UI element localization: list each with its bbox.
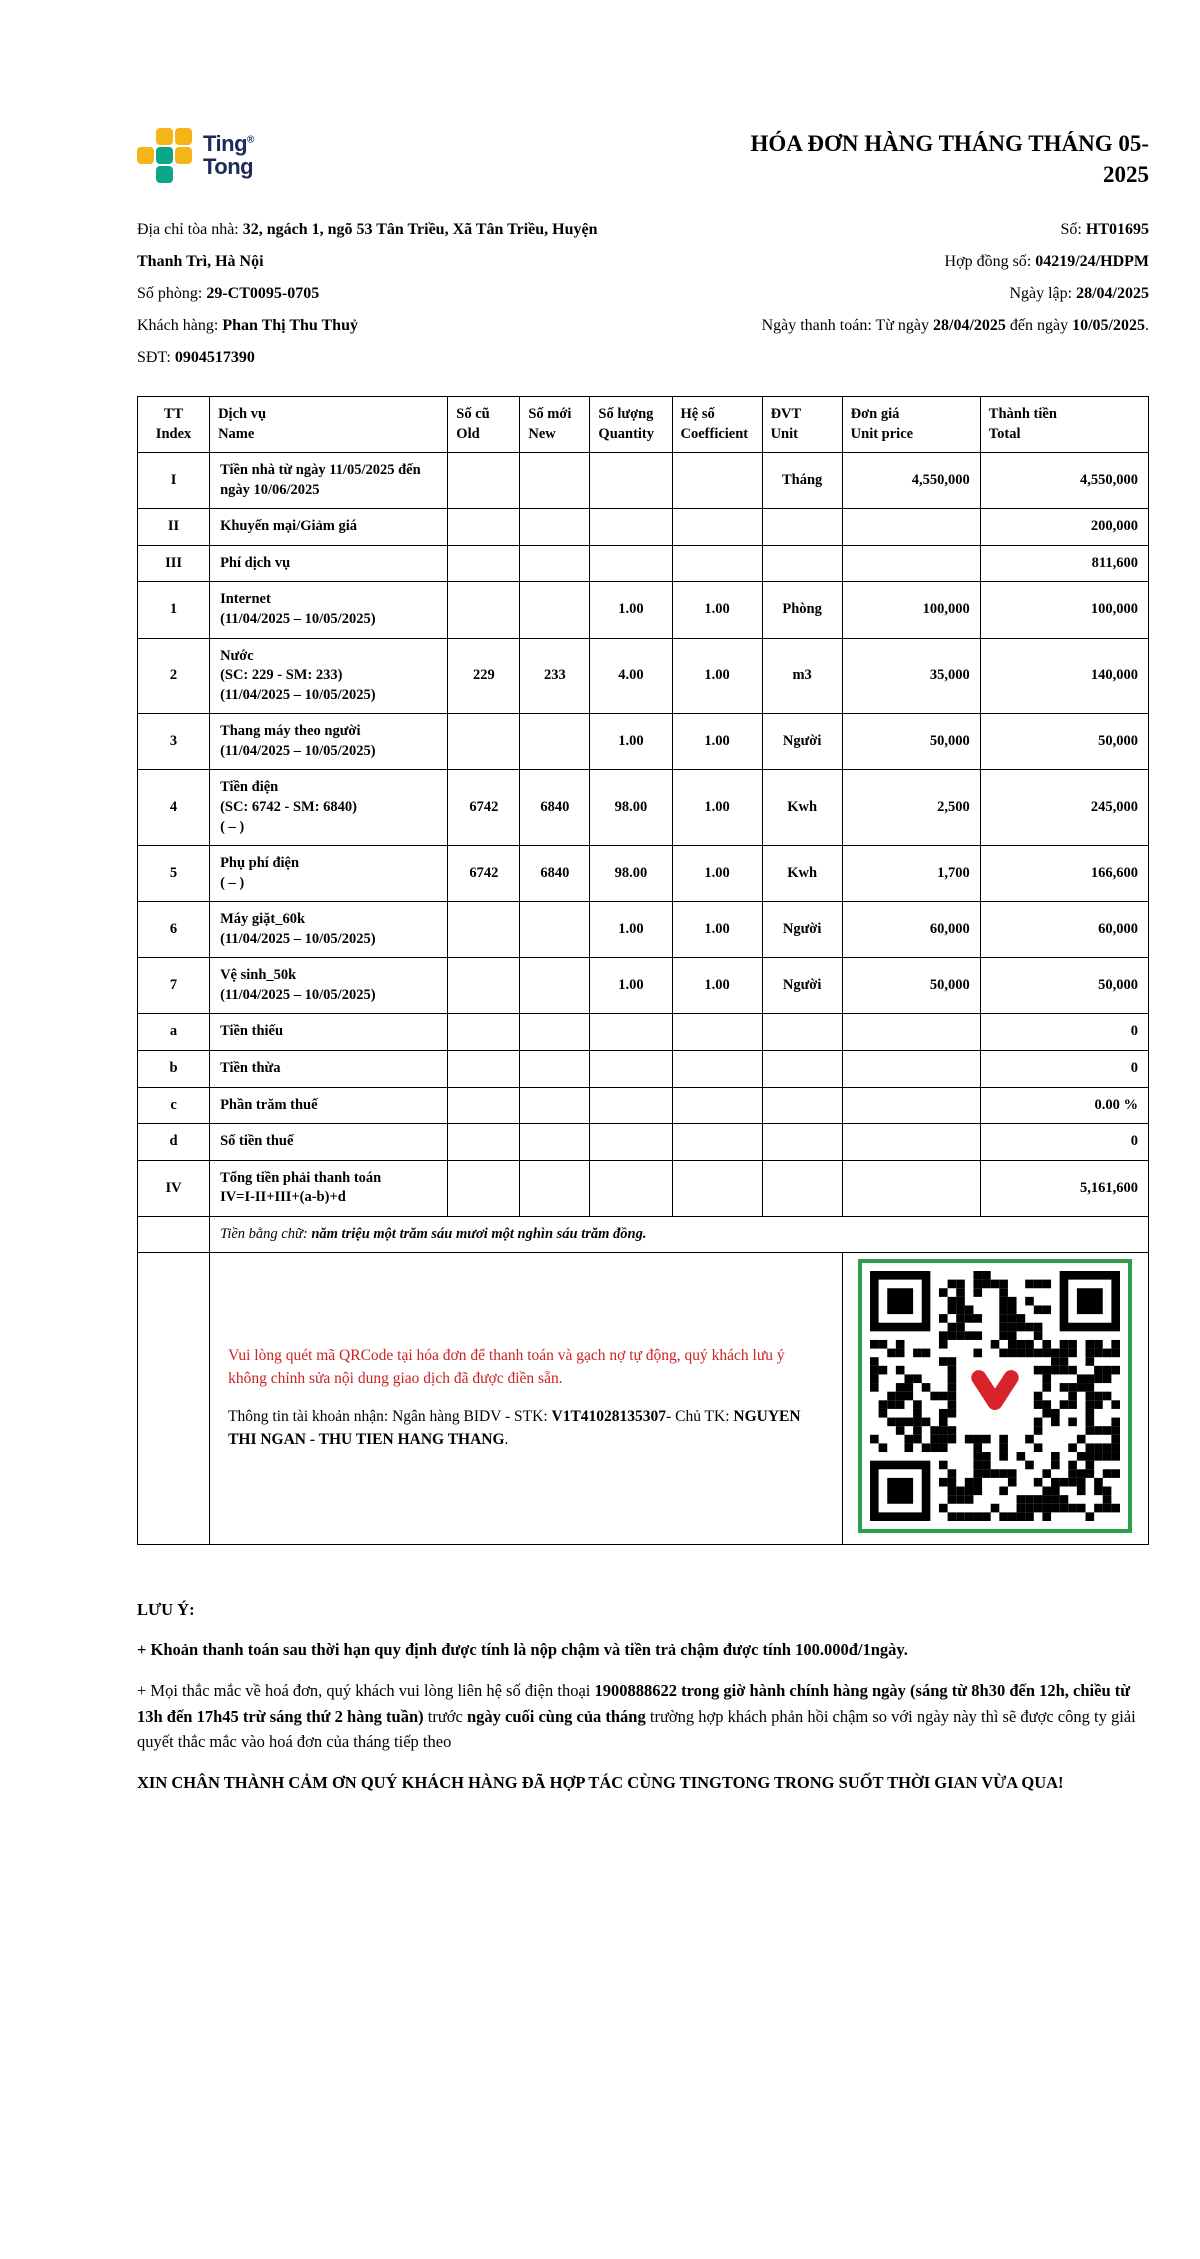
cell-new: [520, 509, 590, 546]
cell-old: [448, 1051, 520, 1088]
column-header-coefficient: Hệ số Coefficient: [672, 397, 762, 453]
cell-old: [448, 1160, 520, 1216]
cell-total: 5,161,600: [980, 1160, 1148, 1216]
amount-words-value: năm triệu một trăm sáu mươi một nghìn sáu trăm đồng.: [311, 1225, 647, 1242]
cell-coeff: 1.00: [672, 958, 762, 1014]
cell-index: III: [138, 545, 210, 582]
cell-index: I: [138, 453, 210, 509]
cell-coeff: [672, 545, 762, 582]
cell-unit: Kwh: [762, 846, 842, 902]
cell-price: [842, 1124, 980, 1161]
cell-coeff: 1.00: [672, 638, 762, 714]
cell-qty: [590, 1087, 672, 1124]
cell-index: 4: [138, 770, 210, 846]
cell-total: 60,000: [980, 902, 1148, 958]
cell-index: 6: [138, 902, 210, 958]
column-header-index: TT Index: [138, 397, 210, 453]
tingtong-logo: [137, 128, 254, 183]
qr-code-svg: [870, 1271, 1120, 1521]
payment-qr-row: [138, 1252, 1149, 1544]
cell-name: Tiền điện (SC: 6742 - SM: 6840) ( – ): [210, 770, 448, 846]
cell-qty: 4.00: [590, 638, 672, 714]
cell-new: 6840: [520, 846, 590, 902]
cell-new: [520, 714, 590, 770]
logo-pixel: [175, 147, 192, 164]
service-row: [138, 958, 1149, 1014]
cell-total: 100,000: [980, 582, 1148, 638]
amount-words-label: Tiền bằng chữ:: [220, 1225, 312, 1242]
cell-unit: m3: [762, 638, 842, 714]
cell-total: 50,000: [980, 714, 1148, 770]
cell-coeff: [672, 1051, 762, 1088]
cell-index: IV: [138, 1160, 210, 1216]
logo-pixel: [156, 166, 173, 183]
phone-line: SĐT: 0904517390: [137, 349, 255, 367]
cell-new: [520, 1087, 590, 1124]
cell-old: 229: [448, 638, 520, 714]
bank-account-info: Thông tin tài khoản nhận: Ngân hàng BIDV - STK: V1T41028135307- Chủ TK: NGUYEN THI NGAN - THU TIEN HANG THANG.: [228, 1408, 801, 1448]
cell-name: Thang máy theo người (11/04/2025 – 10/05/2025): [210, 714, 448, 770]
cell-price: 4,550,000: [842, 453, 980, 509]
cell-price: 35,000: [842, 638, 980, 714]
invoice-meta: [137, 214, 1149, 374]
cell-index: d: [138, 1124, 210, 1161]
cell-unit: [762, 509, 842, 546]
cell-qty: 98.00: [590, 770, 672, 846]
cell-total: 4,550,000: [980, 453, 1148, 509]
cell-price: 50,000: [842, 714, 980, 770]
service-row: [138, 509, 1149, 546]
cell-name: Nước (SC: 229 - SM: 233) (11/04/2025 – 10/05/2025): [210, 638, 448, 714]
cell-old: [448, 582, 520, 638]
cell-name: Internet (11/04/2025 – 10/05/2025): [210, 582, 448, 638]
cell-index: 1: [138, 582, 210, 638]
invoice-reference-info: [649, 214, 1149, 374]
cell-unit: Kwh: [762, 770, 842, 846]
cell-total: 140,000: [980, 638, 1148, 714]
tingtong-logo-icon: [137, 128, 192, 183]
cell-coeff: [672, 509, 762, 546]
service-row: [138, 638, 1149, 714]
column-header-total: Thành tiền Total: [980, 397, 1148, 453]
invoice-table: [137, 396, 1149, 1545]
invoice-table-header-row: [138, 397, 1149, 453]
notes-heading: LƯU Ý:: [137, 1599, 195, 1619]
cell-new: [520, 902, 590, 958]
cell-price: [842, 1087, 980, 1124]
contract-number-line: Hợp đồng số: 04219/24/HDPM: [944, 253, 1149, 271]
cell-name: Tổng tiền phải thanh toán IV=I-II+III+(a-b)+d: [210, 1160, 448, 1216]
cell-qty: 98.00: [590, 846, 672, 902]
cell-old: [448, 1124, 520, 1161]
cell-new: 233: [520, 638, 590, 714]
cell-index: 7: [138, 958, 210, 1014]
cell-coeff: 1.00: [672, 714, 762, 770]
logo-pixel: [175, 128, 192, 145]
service-row: [138, 1051, 1149, 1088]
cell-total: 0: [980, 1014, 1148, 1051]
service-row: [138, 714, 1149, 770]
service-row: [138, 582, 1149, 638]
cell-coeff: [672, 1014, 762, 1051]
cell-total: 0.00 %: [980, 1087, 1148, 1124]
cell-unit: [762, 1014, 842, 1051]
cell-name: Số tiền thuế: [210, 1124, 448, 1161]
empty-cell: [138, 1216, 210, 1252]
cell-index: II: [138, 509, 210, 546]
cell-price: 100,000: [842, 582, 980, 638]
column-header-unit: ĐVT Unit: [762, 397, 842, 453]
column-header-old: Số cũ Old: [448, 397, 520, 453]
cell-qty: [590, 1014, 672, 1051]
cell-coeff: [672, 453, 762, 509]
cell-price: [842, 1051, 980, 1088]
cell-index: a: [138, 1014, 210, 1051]
cell-price: 1,700: [842, 846, 980, 902]
cell-qty: [590, 1124, 672, 1161]
invoice-table-body: [138, 453, 1149, 1217]
payment-period-line: Ngày thanh toán: Từ ngày 28/04/2025 đến ngày 10/05/2025.: [761, 317, 1149, 335]
cell-new: [520, 453, 590, 509]
cell-name: Tiền thiếu: [210, 1014, 448, 1051]
cell-name: Máy giặt_60k (11/04/2025 – 10/05/2025): [210, 902, 448, 958]
cell-index: b: [138, 1051, 210, 1088]
cell-total: 811,600: [980, 545, 1148, 582]
column-header-quantity: Số lượng Quantity: [590, 397, 672, 453]
cell-new: [520, 1014, 590, 1051]
cell-unit: Người: [762, 958, 842, 1014]
cell-old: [448, 545, 520, 582]
service-row: [138, 770, 1149, 846]
invoice-header: [137, 128, 1149, 190]
cell-coeff: 1.00: [672, 582, 762, 638]
service-row: [138, 453, 1149, 509]
column-header-name: Dịch vụ Name: [210, 397, 448, 453]
cell-name: Khuyến mại/Giảm giá: [210, 509, 448, 546]
logo-pixel: [175, 166, 192, 183]
cell-unit: [762, 1051, 842, 1088]
cell-index: 5: [138, 846, 210, 902]
empty-cell: [138, 1252, 210, 1544]
cell-old: [448, 714, 520, 770]
column-header-unit-price: Đơn giá Unit price: [842, 397, 980, 453]
contact-note: + Mọi thắc mắc về hoá đơn, quý khách vui lòng liên hệ số điện thoại 1900888622 trong giờ hành chính hàng ngày (sáng từ 8h30 đến 12h, chiều từ 13h đến 17h45 trừ sáng thứ 2 hàng tuần) trước ngày cuối cùng của tháng trường hợp khách phản hồi chậm so với ngày này thì sẽ được công ty giải quyết thắc mắc vào hoá đơn của tháng tiếp theo: [137, 1680, 1136, 1752]
cell-price: 2,500: [842, 770, 980, 846]
cell-total: 166,600: [980, 846, 1148, 902]
logo-pixel: [137, 166, 154, 183]
registered-mark: ®: [247, 134, 254, 146]
cell-unit: Người: [762, 714, 842, 770]
cell-name: Phần trăm thuế: [210, 1087, 448, 1124]
cell-unit: Phòng: [762, 582, 842, 638]
cell-old: [448, 509, 520, 546]
invoice-footer-notes: [137, 1597, 1149, 1795]
cell-qty: [590, 545, 672, 582]
logo-word-tong: Tong: [203, 153, 254, 179]
service-row: [138, 902, 1149, 958]
cell-unit: Tháng: [762, 453, 842, 509]
cell-new: [520, 545, 590, 582]
service-row: [138, 1087, 1149, 1124]
column-header-new: Số mới New: [520, 397, 590, 453]
qr-instruction-text: Vui lòng quét mã QRCode tại hóa đơn để thanh toán và gạch nợ tự động, quý khách lưu ý không chỉnh sửa nội dung giao dịch đã được điền sẵn.: [228, 1347, 785, 1387]
cell-unit: [762, 1160, 842, 1216]
logo-pixel: [156, 147, 173, 164]
cell-coeff: [672, 1160, 762, 1216]
cell-name: Vệ sinh_50k (11/04/2025 – 10/05/2025): [210, 958, 448, 1014]
cell-new: 6840: [520, 770, 590, 846]
cell-old: [448, 902, 520, 958]
cell-old: [448, 1087, 520, 1124]
cell-qty: 1.00: [590, 958, 672, 1014]
logo-pixel: [137, 147, 154, 164]
qr-code: [858, 1259, 1132, 1533]
cell-new: [520, 1160, 590, 1216]
qr-code-cell: [842, 1252, 1148, 1544]
service-row: [138, 1014, 1149, 1051]
cell-new: [520, 1124, 590, 1161]
logo-word-ting: Ting: [203, 131, 248, 157]
building-address-line: Địa chỉ tòa nhà: 32, ngách 1, ngõ 53 Tân Triều, Xã Tân Triều, Huyện Thanh Trì, Hà Nội: [137, 221, 598, 271]
cell-total: 0: [980, 1051, 1148, 1088]
cell-coeff: 1.00: [672, 846, 762, 902]
cell-old: [448, 1014, 520, 1051]
customer-name-line: Khách hàng: Phan Thị Thu Thuỷ: [137, 317, 358, 335]
cell-qty: [590, 1160, 672, 1216]
payment-note-cell: [210, 1252, 843, 1544]
customer-info: [137, 214, 615, 374]
cell-unit: [762, 1087, 842, 1124]
amount-in-words-cell: [210, 1216, 1149, 1252]
cell-total: 50,000: [980, 958, 1148, 1014]
service-row: [138, 1160, 1149, 1216]
late-payment-note: + Khoản thanh toán sau thời hạn quy định được tính là nộp chậm và tiền trả chậm được tính 100.000đ/1ngày.: [137, 1640, 908, 1660]
cell-qty: 1.00: [590, 714, 672, 770]
logo-pixel: [137, 128, 154, 145]
cell-unit: [762, 545, 842, 582]
cell-qty: [590, 1051, 672, 1088]
service-row: [138, 846, 1149, 902]
cell-price: 60,000: [842, 902, 980, 958]
cell-total: 245,000: [980, 770, 1148, 846]
cell-price: [842, 1014, 980, 1051]
invoice-content: [137, 0, 1149, 1795]
cell-new: [520, 1051, 590, 1088]
cell-index: 3: [138, 714, 210, 770]
cell-old: [448, 453, 520, 509]
cell-coeff: [672, 1124, 762, 1161]
tingtong-logo-text: [203, 133, 254, 178]
logo-pixel: [156, 128, 173, 145]
service-row: [138, 1124, 1149, 1161]
cell-index: 2: [138, 638, 210, 714]
cell-unit: Người: [762, 902, 842, 958]
issue-date-line: Ngày lập: 28/04/2025: [1009, 285, 1149, 303]
cell-qty: 1.00: [590, 582, 672, 638]
cell-total: 0: [980, 1124, 1148, 1161]
thank-you-note: XIN CHÂN THÀNH CẢM ƠN QUÝ KHÁCH HÀNG ĐÃ HỢP TÁC CÙNG TINGTONG TRONG SUỐT THỜI GIAN VỪA QUA!: [137, 1772, 1064, 1792]
cell-old: 6742: [448, 770, 520, 846]
cell-name: Tiền thừa: [210, 1051, 448, 1088]
cell-qty: 1.00: [590, 902, 672, 958]
invoice-number-line: Số: HT01695: [1060, 221, 1149, 239]
cell-price: [842, 509, 980, 546]
cell-old: [448, 958, 520, 1014]
cell-total: 200,000: [980, 509, 1148, 546]
cell-coeff: 1.00: [672, 770, 762, 846]
cell-old: 6742: [448, 846, 520, 902]
cell-index: c: [138, 1087, 210, 1124]
room-number-line: Số phòng: 29-CT0095-0705: [137, 285, 320, 303]
cell-price: [842, 1160, 980, 1216]
cell-qty: [590, 453, 672, 509]
cell-coeff: [672, 1087, 762, 1124]
cell-new: [520, 582, 590, 638]
service-row: [138, 545, 1149, 582]
cell-coeff: 1.00: [672, 902, 762, 958]
cell-qty: [590, 509, 672, 546]
cell-unit: [762, 1124, 842, 1161]
document-title: HÓA ĐƠN HÀNG THÁNG THÁNG 05-2025: [750, 131, 1149, 188]
cell-price: [842, 545, 980, 582]
cell-new: [520, 958, 590, 1014]
cell-name: Phụ phí điện ( – ): [210, 846, 448, 902]
cell-price: 50,000: [842, 958, 980, 1014]
cell-name: Tiền nhà từ ngày 11/05/2025 đến ngày 10/06/2025: [210, 453, 448, 509]
amount-words-row: [138, 1216, 1149, 1252]
cell-name: Phí dịch vụ: [210, 545, 448, 582]
